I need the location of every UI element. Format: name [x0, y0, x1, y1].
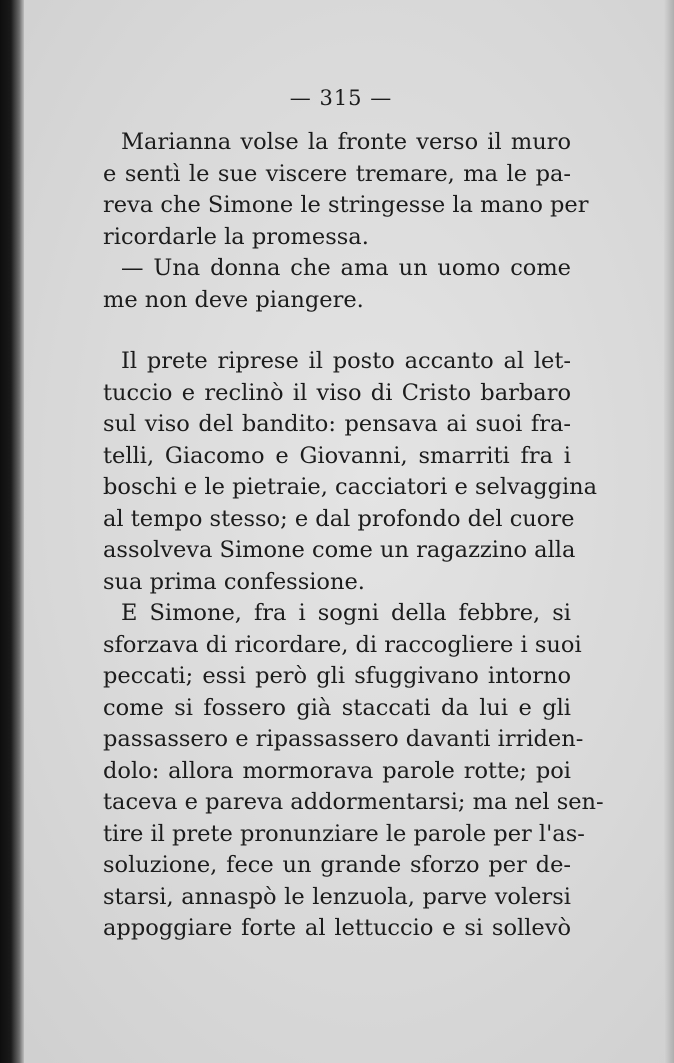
text-line: Il prete riprese il posto accanto al let-: [121, 348, 571, 374]
text-line: tuccio e reclinò il viso di Cristo barbaro: [103, 379, 571, 406]
text-line: starsi, annaspò le lenzuola, parve volersi: [103, 883, 571, 910]
text-line: soluzione, fece un grande sforzo per de-: [103, 852, 571, 878]
text-line: peccati; essi però gli sfuggivano intorno: [103, 663, 571, 689]
text-line: ricordarle la promessa.: [103, 223, 369, 250]
text-line: sforzava di ricordare, di raccogliere i suoi: [103, 631, 582, 658]
text-line: passassero e ripassassero davanti irriden-: [103, 726, 584, 752]
text-line: appoggiare forte al lettuccio e si sollevò: [103, 915, 571, 941]
paragraph-gap: [103, 316, 571, 346]
text-line: me non deve piangere.: [103, 286, 364, 313]
text-line: al tempo stesso; e dal profondo del cuore: [103, 505, 575, 532]
text-line: Marianna volse la fronte verso il muro: [121, 129, 571, 155]
text-line: e sentì le sue viscere tremare, ma le pa-: [103, 160, 571, 187]
text-line: assolveva Simone come un ragazzino alla: [103, 537, 576, 563]
body-text: [103, 127, 604, 945]
text-line: boschi e le pietraie, cacciatori e selvaggina: [103, 474, 598, 500]
page-binding-shadow: [0, 0, 24, 1063]
page-number: — 315 —: [289, 86, 393, 110]
text-line: taceva e pareva addormentarsi; ma nel sen-: [103, 789, 604, 815]
text-line: tire il prete pronunziare le parole per l'as-: [103, 820, 585, 847]
text-line: sua prima confessione.: [103, 568, 365, 595]
page-edge-shadow: [664, 0, 674, 1063]
text-line: E Simone, fra i sogni della febbre, si: [121, 600, 571, 626]
text-line: sul viso del bandito: pensava ai suoi fra-: [103, 411, 571, 437]
text-line: come si fossero già staccati da lui e gli: [103, 694, 571, 721]
text-line: reva che Simone le stringesse la mano per: [103, 192, 589, 218]
text-line: telli, Giacomo e Giovanni, smarriti fra i: [103, 442, 571, 469]
text-line: — Una donna che ama un uomo come: [121, 255, 571, 281]
text-line: dolo: allora mormorava parole rotte; poi: [103, 757, 571, 784]
